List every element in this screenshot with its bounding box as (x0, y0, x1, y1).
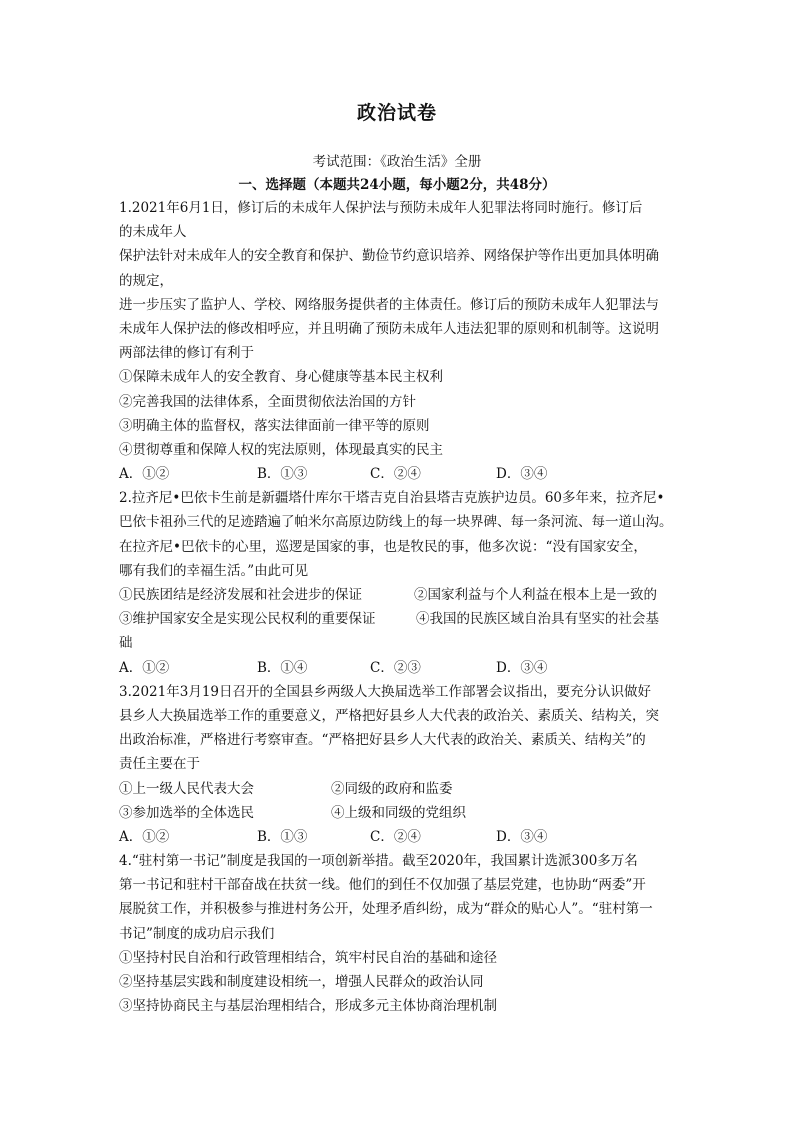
question-text-line: 巴依卡祖孙三代的足迹踏遍了帕米尔高原边防线上的每一块界碑、每一条河流、每一道山沟。 (119, 514, 673, 531)
answer-choice-a: A．①② (119, 828, 170, 845)
question-list (119, 196, 679, 1018)
section-heading: 一、选择题（本题共24小题，每小题2分，共48分） (238, 177, 556, 193)
answer-choice-b: B．①③ (257, 828, 308, 845)
answer-choice-d: D．③④ (496, 659, 548, 676)
statement-option-row (119, 607, 679, 631)
statement-option: ②完善我国的法律体系，全面贯彻依法治国的方针 (119, 393, 416, 410)
question-2 (119, 486, 679, 680)
statement-option: ②坚持基层实践和制度建设相统一，增强人民群众的政治认同 (119, 974, 484, 990)
statement-option: ③明确主体的监督权，落实法律面前一律平等的原则 (119, 417, 430, 434)
question-text-line: 进一步压实了监护人、学校、网络服务提供者的主体责任。修订后的预防未成年人犯罪法与 (119, 296, 659, 313)
question-text-line: 的未成年人 (119, 224, 187, 241)
answer-choice-a: A．①② (119, 466, 170, 483)
statement-option-continuation: 础 (119, 635, 133, 652)
answer-choice-c: C．②④ (370, 466, 421, 483)
question-text-line: 书记”制度的成功启示我们 (119, 925, 275, 942)
page-title: 政治试卷 (356, 102, 437, 124)
question-1 (119, 196, 679, 486)
answer-choice-c: C．②③ (370, 659, 421, 676)
answer-choice-b: B．①④ (257, 659, 308, 676)
question-text-line: 两部法律的修订有利于 (119, 345, 254, 362)
statement-option: ①保障未成年人的安全教育、身心健康等基本民主权利 (119, 369, 443, 386)
question-text-line: 3.2021年3月19日召开的全国县乡两级人大换届选举工作部署会议指出，要充分认识做好 (119, 683, 652, 700)
question-text-line: 未成年人保护法的修改相呼应，并且明确了预防未成年人违法犯罪的原则和机制等。这说明 (119, 320, 659, 337)
statement-option: ③维护国家安全是实现公民权利的重要保证 (119, 611, 376, 628)
statement-option-row (119, 801, 679, 825)
answer-choice-b: B．①③ (257, 466, 308, 483)
question-text-line: 的规定， (119, 272, 173, 289)
answer-choice-d: D．③④ (496, 828, 548, 845)
answer-choices (119, 462, 679, 486)
question-text-line: 展脱贫工作，并积极参与推进村务公开，处理矛盾纠纷，成为“群众的贴心人”。“驻村第一 (119, 901, 653, 918)
statement-option: ②国家利益与个人利益在根本上是一致的 (414, 587, 657, 603)
statement-option: ③参加选举的全体选民 (119, 804, 254, 821)
question-text-line: 责任主要在于 (119, 756, 200, 773)
statement-option: ②同级的政府和监委 (331, 780, 453, 797)
statement-option: ④上级和同级的党组织 (331, 804, 466, 821)
statement-option: ①民族团结是经济发展和社会进步的保证 (119, 587, 362, 603)
question-text-line: 2.拉齐尼•巴依卡生前是新疆塔什库尔干塔吉克自治县塔吉克族护边员。60多年来，拉齐尼• (119, 490, 665, 507)
statement-option-row (119, 777, 679, 801)
question-text-line: 1.2021年6月1日，修订后的未成年人保护法与预防未成年人犯罪法将同时施行。修订后 (119, 200, 643, 216)
question-3 (119, 680, 679, 849)
statement-option: ④贯彻尊重和保障人权的宪法原则，体现最真实的民主 (119, 441, 443, 458)
statement-option: ①上一级人民代表大会 (119, 780, 254, 797)
question-text-line: 在拉齐尼•巴依卡的心里，巡逻是国家的事，也是牧民的事，他多次说：“没有国家安全， (119, 538, 647, 555)
question-text-line: 哪有我们的幸福生活。”由此可见 (119, 562, 309, 579)
question-text-line: 第一书记和驻村干部奋战在扶贫一线。他们的到任不仅加强了基层党建，也协助“两委”开 (119, 877, 646, 894)
question-text-line: 出政治标准，严格进行考察审查。“严格把好县乡人大代表的政治关、素质关、结构关”的 (119, 732, 646, 749)
statement-option: ④我国的民族区域自治具有坚实的社会基 (416, 611, 659, 628)
answer-choices (119, 656, 679, 680)
answer-choices (119, 825, 679, 849)
answer-choice-a: A．①② (119, 659, 170, 676)
question-text-line: 4.“驻村第一书记”制度是我国的一项创新举措。截至2020年，我国累计选派300多万名 (119, 853, 638, 870)
statement-option: ①坚持村民自治和行政管理相结合，筑牢村民自治的基础和途径 (119, 949, 497, 966)
statement-option: ③坚持协商民主与基层治理相结合，形成多元主体协商治理机制 (119, 998, 497, 1015)
statement-option-row (119, 583, 679, 607)
question-text-line: 县乡人大换届选举工作的重要意义，严格把好县乡人大代表的政治关、素质关、结构关，突 (119, 707, 659, 724)
answer-choice-c: C．②④ (370, 828, 421, 845)
question-text-line: 保护法针对未成年人的安全教育和保护、勤俭节约意识培养、网络保护等作出更加具体明确 (119, 248, 659, 265)
question-4 (119, 849, 679, 1018)
exam-scope: 考试范围：《政治生活》全册 (312, 154, 482, 170)
answer-choice-d: D．③④ (496, 466, 548, 483)
